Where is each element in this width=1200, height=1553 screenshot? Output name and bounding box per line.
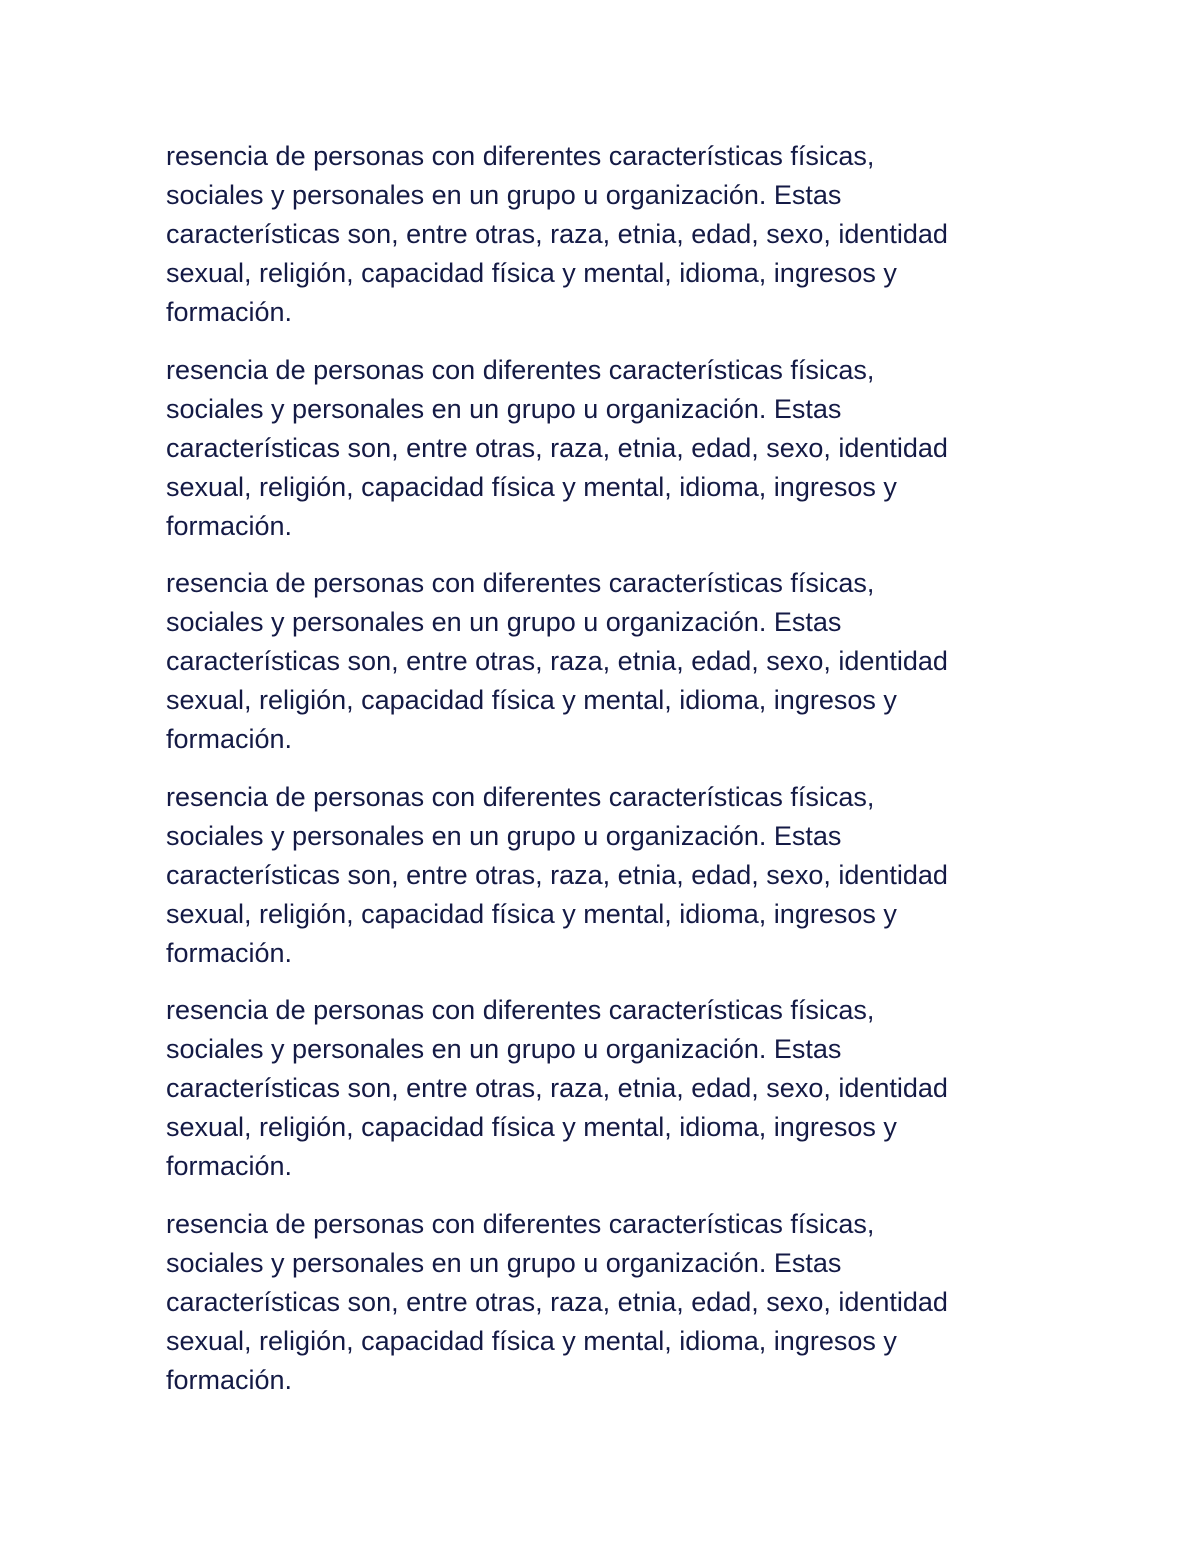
paragraph-line: formación. [166,297,293,327]
paragraph-line: resencia de personas con diferentes características físicas, [166,568,875,598]
paragraph-line: características son, entre otras, raza, etnia, edad, sexo, identidad [166,219,948,249]
paragraph-line: características son, entre otras, raza, etnia, edad, sexo, identidad [166,432,948,463]
paragraph-line: formación. [166,1151,293,1181]
paragraph-line: resencia de personas con diferentes características físicas, [166,141,875,171]
paragraph-line: resencia de personas con diferentes características físicas, [166,781,875,812]
paragraph-1 [166,137,1046,332]
paragraph-line: resencia de personas con diferentes características físicas, [166,1208,875,1239]
paragraph-line: sociales y personales en un grupo u organización. Estas [166,820,842,851]
paragraph-line: formación. [166,724,293,754]
paragraph-line: formación. [166,1364,293,1395]
paragraph-line: sociales y personales en un grupo u organización. Estas [166,393,842,424]
paragraph-line: características son, entre otras, raza, etnia, edad, sexo, identidad [166,859,948,890]
paragraph-3 [166,564,1046,759]
paragraph-4 [166,778,1046,973]
paragraph-line: sexual, religión, capacidad física y mental, idioma, ingresos y [166,898,897,929]
paragraph-line: sociales y personales en un grupo u organización. Estas [166,607,842,637]
paragraph-2 [166,351,1046,546]
paragraph-line: sexual, religión, capacidad física y mental, idioma, ingresos y [166,258,897,288]
paragraph-line: sexual, religión, capacidad física y mental, idioma, ingresos y [166,685,897,715]
paragraph-line: sexual, religión, capacidad física y mental, idioma, ingresos y [166,1112,897,1142]
paragraph-line: características son, entre otras, raza, etnia, edad, sexo, identidad [166,1073,948,1103]
paragraph-line: sociales y personales en un grupo u organización. Estas [166,180,842,210]
paragraph-line: resencia de personas con diferentes características físicas, [166,995,875,1025]
paragraph-line: características son, entre otras, raza, etnia, edad, sexo, identidad [166,1286,948,1317]
paragraph-5 [166,991,1046,1186]
paragraph-line: sociales y personales en un grupo u organización. Estas [166,1247,842,1278]
paragraph-6 [166,1205,1046,1400]
paragraph-line: sexual, religión, capacidad física y mental, idioma, ingresos y [166,1325,897,1356]
paragraph-line: formación. [166,937,293,968]
paragraph-line: sexual, religión, capacidad física y mental, idioma, ingresos y [166,471,897,502]
paragraph-line: formación. [166,510,293,541]
document-body [166,137,1046,1418]
paragraph-line: sociales y personales en un grupo u organización. Estas [166,1034,842,1064]
paragraph-line: características son, entre otras, raza, etnia, edad, sexo, identidad [166,646,948,676]
paragraph-line: resencia de personas con diferentes características físicas, [166,354,875,385]
